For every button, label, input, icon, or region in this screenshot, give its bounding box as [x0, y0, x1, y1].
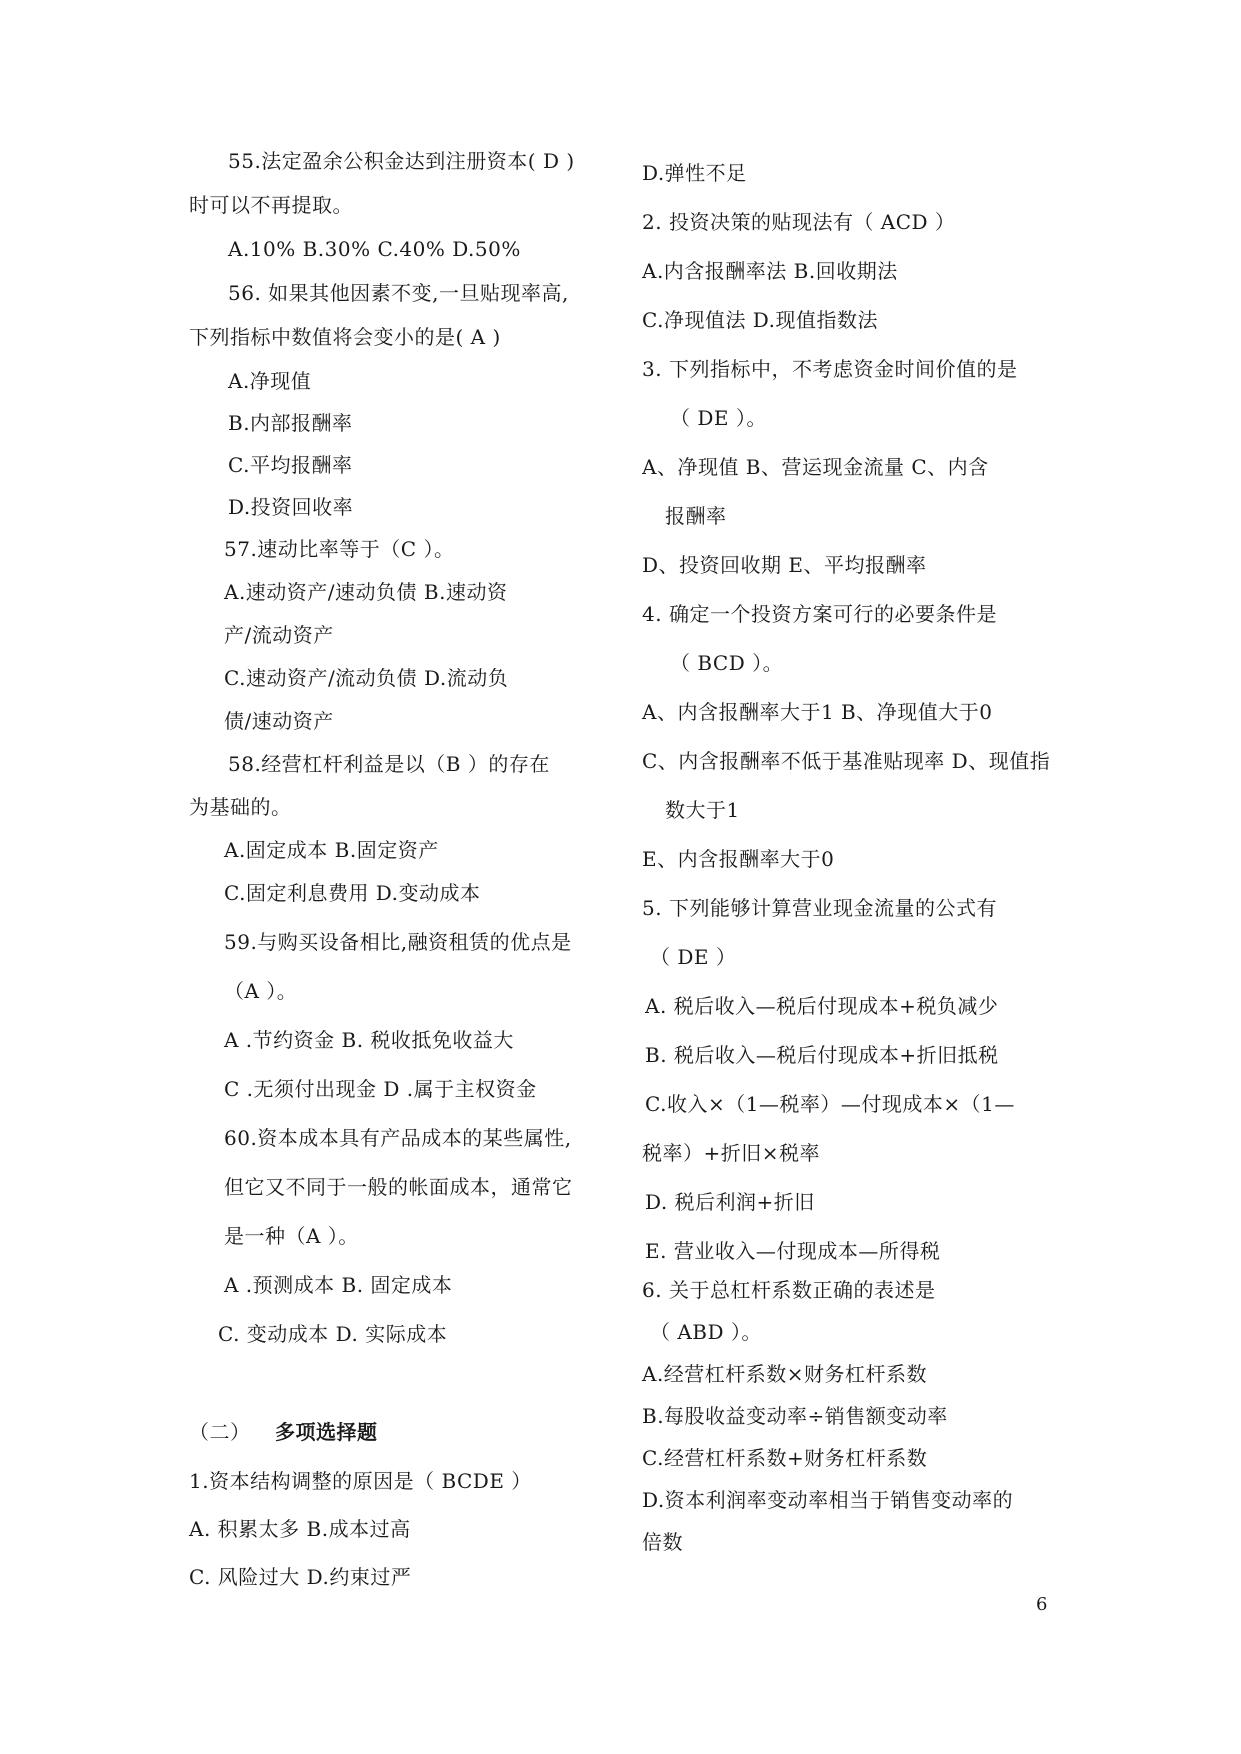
mc-question-5-option-e: E. 营业收入—付现成本—所得税 [645, 1239, 941, 1263]
question-58-options-cd: C.固定利息费用 D.变动成本 [224, 881, 481, 905]
mc-question-6-stem-cont: （ ABD ）。 [650, 1320, 762, 1344]
mc-question-6-option-a: A.经营杠杆系数×财务杠杆系数 [642, 1362, 928, 1386]
mc-question-5-option-c-cont: 税率）+折旧×税率 [642, 1141, 821, 1165]
mc-question-4-options-cd-cont: 数大于1 [665, 798, 740, 822]
question-57-options-cd: C.速动资产/流动负债 D.流动负 [224, 666, 509, 690]
question-56-option-d: D.投资回收率 [228, 495, 354, 519]
question-57-options-cd-cont: 债/速动资产 [224, 709, 334, 733]
question-57-stem: 57.速动比率等于（C ）。 [224, 537, 455, 561]
question-60-stem-cont2: 是一种（A ）。 [224, 1224, 359, 1248]
question-59-stem-cont: （A ）。 [224, 979, 298, 1003]
mc-question-3-options-de: D、投资回收期 E、平均报酬率 [642, 553, 927, 577]
mc-question-5-option-b: B. 税后收入—税后付现成本+折旧抵税 [645, 1043, 999, 1067]
question-56-option-c: C.平均报酬率 [228, 453, 353, 477]
mc-question-3-options-abc: A、净现值 B、营运现金流量 C、内含 [642, 455, 989, 479]
question-60-options-cd: C. 变动成本 D. 实际成本 [218, 1322, 448, 1346]
mc-question-1-options-ab: A. 积累太多 B.成本过高 [189, 1517, 411, 1541]
mc-question-3-stem: 3. 下列指标中，不考虑资金时间价值的是 [642, 357, 1018, 381]
mc-question-2-options-cd: C.净现值法 D.现值指数法 [642, 308, 878, 332]
mc-question-1-options-cd: C. 风险过大 D.约束过严 [189, 1565, 412, 1589]
question-57-options-ab: A.速动资产/速动负债 B.速动资 [224, 580, 508, 604]
question-58-stem-cont: 为基础的。 [189, 795, 292, 819]
question-56-stem-cont: 下列指标中数值将会变小的是( A ) [189, 325, 501, 349]
question-58-stem: 58.经营杠杆利益是以（B ）的存在 [228, 752, 550, 776]
question-58-options-ab: A.固定成本 B.固定资产 [224, 838, 439, 862]
mc-question-6-stem: 6. 关于总杠杆系数正确的表述是 [642, 1278, 936, 1302]
mc-question-6-option-d: D.资本利润率变动率相当于销售变动率的 [642, 1488, 1014, 1512]
mc-question-5-option-a: A. 税后收入—税后付现成本+税负减少 [645, 994, 999, 1018]
mc-question-4-stem-cont: （ BCD ）。 [670, 651, 784, 675]
question-55-options: A.10% B.30% C.40% D.50% [228, 237, 521, 261]
section-title: 多项选择题 [275, 1420, 378, 1444]
question-59-stem: 59.与购买设备相比,融资租赁的优点是 [224, 930, 572, 954]
mc-question-4-stem: 4. 确定一个投资方案可行的必要条件是 [642, 602, 997, 626]
section-number: （二） [189, 1420, 251, 1444]
mc-question-1-stem: 1.资本结构调整的原因是（ BCDE ） [189, 1469, 532, 1493]
mc-question-2-stem: 2. 投资决策的贴现法有（ ACD ） [642, 210, 956, 234]
mc-question-5-stem: 5. 下列能够计算营业现金流量的公式有 [642, 896, 997, 920]
question-60-stem-cont: 但它又不同于一般的帐面成本，通常它 [224, 1175, 573, 1199]
mc-question-5-stem-cont: （ DE ） [650, 945, 737, 969]
question-55-stem-cont: 时可以不再提取。 [189, 193, 353, 217]
mc-question-5-option-c: C.收入×（1—税率）—付现成本×（1— [645, 1092, 1015, 1116]
mc-question-6-option-d-cont: 倍数 [642, 1530, 683, 1554]
mc-question-3-stem-cont: （ DE ）。 [670, 406, 767, 430]
question-60-options-ab: A .预测成本 B. 固定成本 [224, 1273, 453, 1297]
mc-question-3-options-abc-cont: 报酬率 [665, 504, 727, 528]
question-55-stem: 55.法定盈余公积金达到注册资本( D ) [228, 149, 575, 173]
mc-question-4-option-e: E、内含报酬率大于0 [642, 847, 835, 871]
question-59-options-ab: A .节约资金 B. 税收抵免收益大 [224, 1028, 514, 1052]
mc-question-6-option-c: C.经营杠杆系数+财务杠杆系数 [642, 1446, 928, 1470]
question-57-options-ab-cont: 产/流动资产 [224, 623, 334, 647]
page-number: 6 [1036, 1594, 1048, 1615]
question-60-stem: 60.资本成本具有产品成本的某些属性, [224, 1126, 572, 1150]
question-56-option-a: A.净现值 [228, 369, 312, 393]
mc-question-2-options-ab: A.内含报酬率法 B.回收期法 [642, 259, 898, 283]
question-56-stem: 56. 如果其他因素不变,一旦贴现率高, [228, 281, 569, 305]
mc-question-4-options-cd: C、内含报酬率不低于基准贴现率 D、现值指 [642, 749, 1051, 773]
mc-question-1-option-d: D.弹性不足 [642, 161, 747, 185]
question-59-options-cd: C .无须付出现金 D .属于主权资金 [224, 1077, 537, 1101]
mc-question-6-option-b: B.每股收益变动率÷销售额变动率 [642, 1404, 948, 1428]
mc-question-5-option-d: D. 税后利润+折旧 [645, 1190, 815, 1214]
mc-question-4-options-ab: A、内含报酬率大于1 B、净现值大于0 [642, 700, 993, 724]
question-56-option-b: B.内部报酬率 [228, 411, 353, 435]
